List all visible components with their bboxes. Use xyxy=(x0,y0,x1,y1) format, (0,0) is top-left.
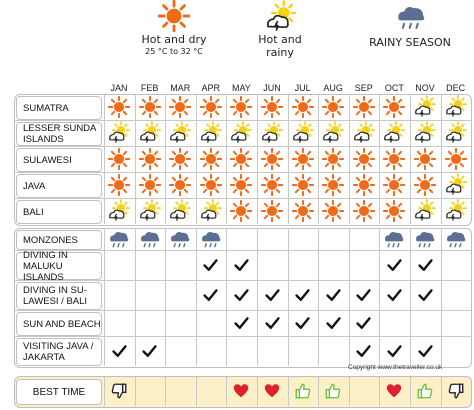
check-icon xyxy=(379,250,409,280)
check-icon xyxy=(196,250,226,280)
check-icon xyxy=(349,310,379,336)
check-icon xyxy=(226,280,256,310)
month-jul: JUL xyxy=(294,83,311,93)
sun-icon xyxy=(165,94,195,120)
month-nov: NOV xyxy=(415,83,435,93)
sun-cloud-lightning-icon xyxy=(410,198,440,224)
legend-label-line: rainy xyxy=(266,46,294,59)
sun-cloud-lightning-icon xyxy=(165,120,195,146)
rain-cloud-icon xyxy=(441,228,471,250)
legend-label: Hot and dry xyxy=(141,33,207,46)
sun-icon xyxy=(226,172,256,198)
sun-icon xyxy=(158,0,190,32)
region-row-bali xyxy=(16,200,102,224)
month-mar: MAR xyxy=(170,83,191,93)
sun-icon xyxy=(349,146,379,172)
month-jan: JAN xyxy=(110,83,128,93)
sun-icon xyxy=(379,198,409,224)
check-icon xyxy=(349,336,379,366)
legend-label: RAINY SEASON xyxy=(369,36,451,49)
check-icon xyxy=(257,280,287,310)
sun-icon xyxy=(410,172,440,198)
region-row-sulawesi xyxy=(16,148,102,172)
column-divider xyxy=(165,376,166,406)
activity-row-3 xyxy=(16,312,102,336)
sun-icon xyxy=(135,94,165,120)
rain-cloud-icon xyxy=(410,228,440,250)
sun-icon xyxy=(318,198,348,224)
sun-icon xyxy=(226,146,256,172)
sun-cloud-lightning-icon xyxy=(104,198,134,224)
sun-icon xyxy=(441,146,471,172)
check-icon xyxy=(135,336,165,366)
sun-icon xyxy=(257,198,287,224)
legend-label-line: Hot and xyxy=(258,33,302,46)
row-label-text: DIVING IN SU- LAWESI / BALI xyxy=(23,285,88,307)
sun-icon xyxy=(196,94,226,120)
rain-cloud-icon xyxy=(165,228,195,250)
rain-cloud-icon xyxy=(104,228,134,250)
sun-icon xyxy=(104,172,134,198)
sun-icon xyxy=(226,94,256,120)
sun-cloud-lightning-icon xyxy=(441,94,471,120)
rain-cloud-icon xyxy=(135,228,165,250)
sun-icon xyxy=(165,146,195,172)
check-icon xyxy=(196,280,226,310)
check-icon xyxy=(288,280,318,310)
sun-icon xyxy=(135,172,165,198)
sun-cloud-lightning-icon xyxy=(410,94,440,120)
legend-label xyxy=(225,33,335,59)
sun-cloud-lightning-icon xyxy=(441,198,471,224)
region-row-sumatra xyxy=(16,96,102,120)
sun-icon xyxy=(288,146,318,172)
row-label-text: DIVING IN MALUKU ISLANDS xyxy=(23,249,68,283)
check-icon xyxy=(410,280,440,310)
sun-icon xyxy=(349,94,379,120)
sun-icon xyxy=(257,146,287,172)
best-time-label: BEST TIME xyxy=(32,386,86,398)
row-label-text: MONZONES xyxy=(23,234,78,246)
column-divider xyxy=(349,376,350,406)
check-icon xyxy=(379,280,409,310)
thumbs-down-icon xyxy=(104,376,134,406)
check-icon xyxy=(318,310,348,336)
heart-icon xyxy=(257,376,287,406)
check-icon xyxy=(288,310,318,336)
region-row-lesser-sunda-islands xyxy=(16,122,102,146)
legend-rainy xyxy=(355,0,465,64)
sun-cloud-lightning-icon xyxy=(441,120,471,146)
sun-icon xyxy=(257,172,287,198)
sun-cloud-lightning-icon xyxy=(104,120,134,146)
row-label-text: SULAWESI xyxy=(23,154,72,166)
column-divider xyxy=(196,376,197,406)
best-time-label-box xyxy=(16,379,102,405)
sun-icon xyxy=(226,198,256,224)
sun-cloud-lightning-icon xyxy=(165,198,195,224)
check-icon xyxy=(410,250,440,280)
sun-icon xyxy=(318,94,348,120)
sun-cloud-lightning-icon xyxy=(257,120,287,146)
check-icon xyxy=(104,336,134,366)
sun-cloud-lightning-icon xyxy=(288,120,318,146)
row-label-text: VISITING JAVA / JAKARTA xyxy=(23,341,94,363)
sun-cloud-lightning-icon xyxy=(410,120,440,146)
check-icon xyxy=(226,250,256,280)
sun-icon xyxy=(288,198,318,224)
sun-cloud-lightning-icon xyxy=(349,120,379,146)
month-sep: SEP xyxy=(354,83,373,93)
row-label-text: BALI xyxy=(23,206,44,218)
sun-cloud-lightning-icon xyxy=(226,120,256,146)
activity-row-4 xyxy=(16,338,102,366)
thumbs-up-icon xyxy=(318,376,348,406)
sun-icon xyxy=(379,146,409,172)
rain-cloud-icon xyxy=(379,228,409,250)
month-oct: OCT xyxy=(384,83,404,93)
thumbs-up-icon xyxy=(410,376,440,406)
check-icon xyxy=(257,310,287,336)
month-jun: JUN xyxy=(263,83,281,93)
sun-icon xyxy=(318,172,348,198)
sun-icon xyxy=(349,172,379,198)
sun-icon xyxy=(104,94,134,120)
activity-row-1 xyxy=(16,249,102,283)
rain-cloud-icon xyxy=(196,228,226,250)
sun-cloud-lightning-icon xyxy=(318,120,348,146)
sun-cloud-lightning-icon xyxy=(379,120,409,146)
month-aug: AUG xyxy=(323,83,343,93)
sun-cloud-lightning-icon xyxy=(135,120,165,146)
month-may: MAY xyxy=(231,83,251,93)
check-icon xyxy=(379,336,409,366)
column-divider xyxy=(135,376,136,406)
row-label-text: JAVA xyxy=(23,180,46,192)
legend-temperature: 25 °C to 32 °C xyxy=(145,47,203,56)
activity-row-2 xyxy=(16,282,102,310)
sun-icon xyxy=(196,172,226,198)
sun-icon xyxy=(318,146,348,172)
region-row-java xyxy=(16,174,102,198)
sun-cloud-lightning-icon xyxy=(196,198,226,224)
legend-hot-dry xyxy=(119,0,229,64)
sun-icon xyxy=(288,172,318,198)
sun-icon xyxy=(104,146,134,172)
month-feb: FEB xyxy=(140,83,159,93)
copyright-text: Copyright www.thetraveller.co.uk xyxy=(348,364,443,371)
check-icon xyxy=(226,310,256,336)
heart-icon xyxy=(226,376,256,406)
sun-icon xyxy=(379,172,409,198)
row-label-text: SUN AND BEACH xyxy=(23,318,101,330)
check-icon xyxy=(410,336,440,366)
activity-row-0 xyxy=(16,230,102,250)
heart-icon xyxy=(379,376,409,406)
sun-icon xyxy=(410,146,440,172)
sun-cloud-lightning-icon xyxy=(135,198,165,224)
sun-icon xyxy=(196,146,226,172)
sun-icon xyxy=(379,94,409,120)
check-icon xyxy=(349,280,379,310)
thumbs-down-icon xyxy=(441,376,471,406)
thumbs-up-icon xyxy=(288,376,318,406)
row-label-text: SUMATRA xyxy=(23,102,69,114)
sun-icon xyxy=(349,198,379,224)
sun-cloud-lightning-icon xyxy=(441,172,471,198)
month-apr: APR xyxy=(201,83,221,93)
rain-cloud-icon xyxy=(394,0,428,34)
sun-icon xyxy=(135,146,165,172)
row-label-text: LESSER SUNDA ISLANDS xyxy=(23,123,96,145)
month-dec: DEC xyxy=(446,83,466,93)
sun-icon xyxy=(257,94,287,120)
sun-cloud-lightning-icon xyxy=(264,0,298,34)
check-icon xyxy=(318,280,348,310)
sun-icon xyxy=(165,172,195,198)
legend-hot-rainy xyxy=(225,0,335,64)
sun-icon xyxy=(288,94,318,120)
sun-cloud-lightning-icon xyxy=(196,120,226,146)
